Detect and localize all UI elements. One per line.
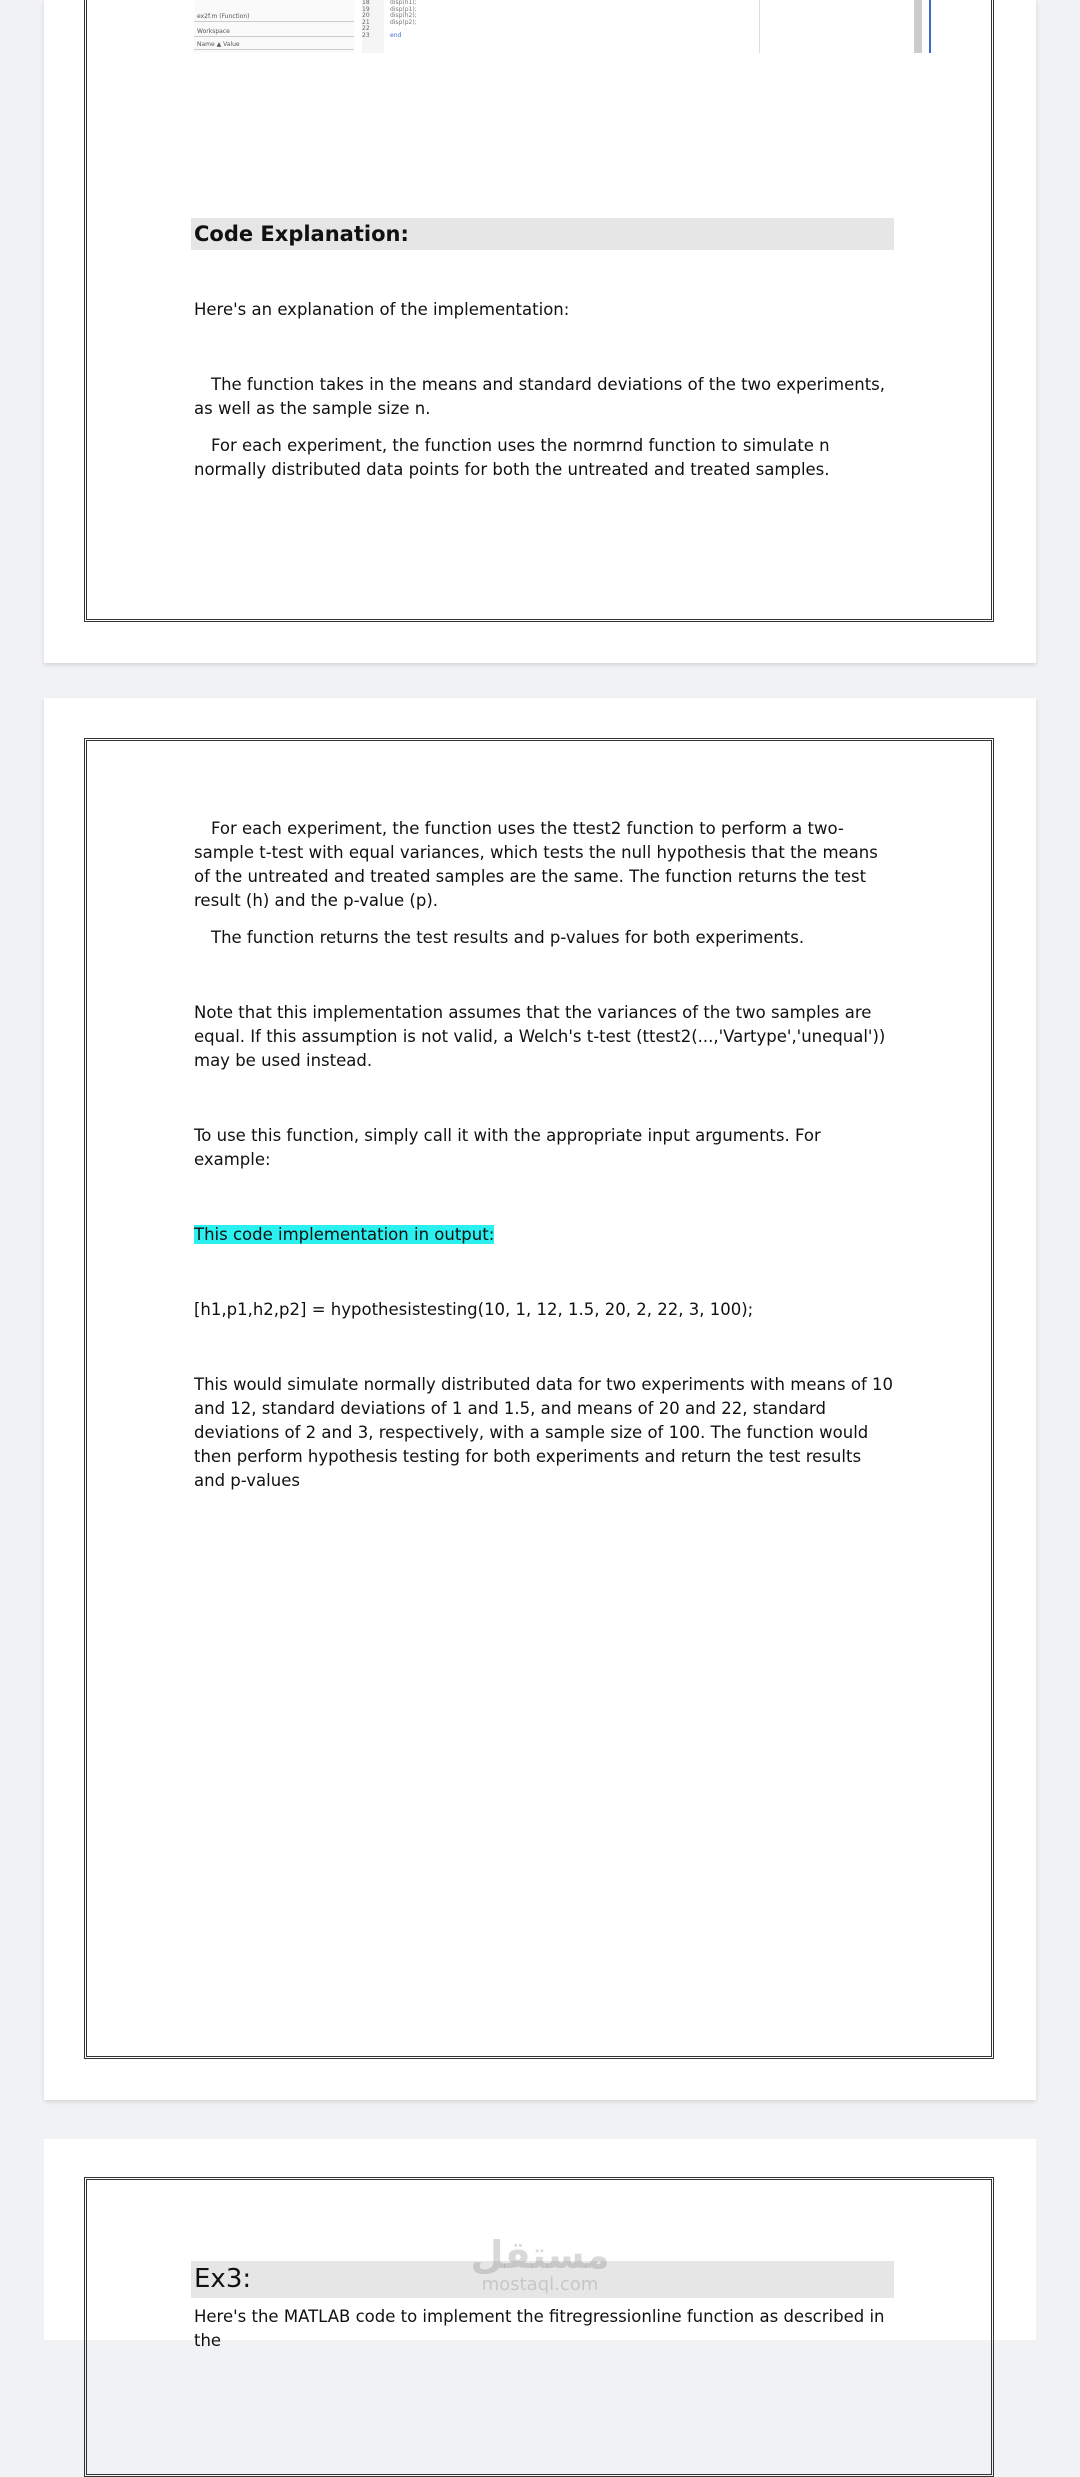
code-line: disp(p1); bbox=[390, 5, 417, 13]
paragraph: This would simulate normally distributed data for two experiments with means of 10 and 12, standard deviations of 1 and 1.5, and means of 20 and 22, standard deviations of 2 and 3, respectively, with a sample size of 100. The function would then perform hypothesis testing for both experiments and return the test results and p-values bbox=[194, 1375, 894, 1490]
intro-paragraph: Here's an explanation of the implementation: bbox=[194, 300, 570, 319]
page-3-content bbox=[194, 2261, 894, 2353]
paragraph: For each experiment, the function uses the ttest2 function to perform a two-sample t-test with equal variances, which tests the null hypothesis that the means of the untreated and treated samples are the same. The function returns the test result (h) and the p-value (p). bbox=[194, 819, 878, 910]
watermark-arabic: مستقل bbox=[470, 2233, 610, 2277]
line-number: 19 bbox=[362, 5, 370, 13]
section-heading: Code Explanation: bbox=[191, 218, 894, 250]
line-number: 23 bbox=[362, 31, 370, 39]
matlab-header-row: Name ▲ Value bbox=[194, 40, 354, 50]
code-line: end bbox=[390, 31, 402, 39]
intro-paragraph: Here's the MATLAB code to implement the fitregressionline function as described in the bbox=[194, 2307, 885, 2350]
highlight: This code implementation in output: bbox=[194, 1225, 495, 1244]
matlab-edge bbox=[929, 0, 931, 53]
document-page-1 bbox=[44, 0, 1036, 663]
section-heading: Ex3: bbox=[191, 2261, 894, 2298]
matlab-workspace-row: Workspace bbox=[194, 27, 354, 37]
matlab-side-panel bbox=[194, 0, 354, 53]
code-line: disp(h2); bbox=[390, 12, 417, 19]
matlab-screenshot bbox=[194, 0, 936, 53]
code-line: disp(p2); bbox=[390, 18, 417, 26]
line-number: 20 bbox=[362, 12, 370, 19]
paragraph: The function returns the test results and p-values for both experiments. bbox=[211, 928, 805, 947]
matlab-divider bbox=[759, 0, 760, 53]
line-number: 21 bbox=[362, 18, 370, 26]
matlab-line-numbers bbox=[362, 0, 384, 53]
paragraph: The function takes in the means and standard deviations of the two experiments, as well as the sample size n. bbox=[194, 375, 886, 418]
paragraph: To use this function, simply call it with the appropriate input arguments. For example: bbox=[194, 1126, 821, 1169]
paragraph: Note that this implementation assumes that the variances of the two samples are equal. If this assumption is not valid, a Welch's t-test (ttest2(...,'Vartype','unequal')) may be used instead. bbox=[194, 1003, 886, 1070]
highlighted-label bbox=[194, 1223, 894, 1247]
matlab-file-row: ex2f.m (Function) bbox=[194, 12, 354, 22]
line-number: 22 bbox=[362, 25, 370, 32]
page-1-content bbox=[194, 218, 894, 482]
paragraph: For each experiment, the function uses the normrnd function to simulate n normally distributed data points for both the untreated and treated samples. bbox=[194, 436, 830, 479]
document-page-3 bbox=[44, 2139, 1036, 2350]
line-number: 18 bbox=[362, 0, 370, 6]
code-line: [h1,p1,h2,p2] = hypothesistesting(10, 1, 12, 1.5, 20, 2, 22, 3, 100); bbox=[194, 1300, 754, 1319]
matlab-code bbox=[390, 0, 590, 53]
document-page-2 bbox=[44, 698, 1036, 2100]
watermark-latin: mostaql.com bbox=[481, 2274, 599, 2295]
code-line: disp(h1); bbox=[390, 0, 417, 6]
matlab-scrollbar bbox=[914, 0, 922, 53]
page-2-content bbox=[194, 817, 894, 1493]
